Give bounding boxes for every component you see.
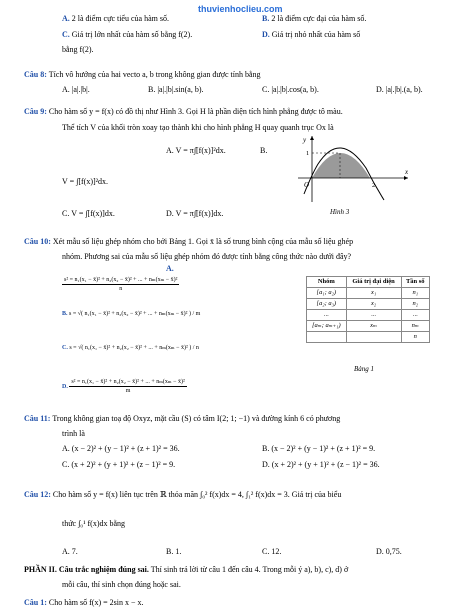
q10-c-label: C.: [62, 345, 68, 351]
q12-option-c: C. 12.: [262, 547, 282, 556]
table-cell: ...: [307, 310, 347, 321]
q10-option-d: [62, 378, 187, 395]
table-cell: [a₂; a₃): [307, 299, 347, 310]
table-cell: xₘ: [346, 321, 401, 332]
q10-fraction-d: [69, 378, 186, 395]
part2-label: PHẦN II. Câu trắc nghiệm đúng sai.: [24, 565, 149, 574]
table-row: [307, 321, 430, 332]
table-row: [307, 288, 430, 299]
q11-option-c: C. (x + 2)² + (y + 1)² + (z − 1)² = 9.: [62, 460, 176, 469]
q11-option-a: A. (x − 2)² + (y − 1)² + (z + 1)² = 36.: [62, 444, 180, 453]
part2-text: Thí sinh trả lời từ câu 1 đến câu 4. Trong mỗi ý a), b), c), d) ở: [150, 565, 349, 574]
q7-a-text: 2 là điểm cực tiểu của hàm số.: [71, 14, 169, 23]
part2-heading: [24, 565, 348, 575]
table-cell: [a₁; a₂): [307, 288, 347, 299]
q9-option-b: V = ∫[f(x)]²dx.: [62, 177, 109, 186]
table-cell: [aₘ; aₘ₊₁): [307, 321, 347, 332]
q9-fig-2: 2: [372, 182, 376, 189]
q10-den-d: m: [125, 388, 131, 394]
q12-label: Câu 12:: [24, 490, 51, 499]
q11-stem: [24, 414, 340, 424]
table-cell: x₁: [346, 288, 401, 299]
q10-fraction-a: [62, 276, 179, 293]
table-cell: ...: [346, 310, 401, 321]
q8-option-b: B. |a|.|b|.sin(a, b).: [148, 85, 204, 94]
q7-option-a: [62, 14, 169, 24]
q10-stem-2: nhóm. Phương sai của mẫu số liệu ghép nhóm đó được tính bằng công thức nào dưới đây?: [62, 252, 352, 261]
q7-option-d-cont: bằng f(2).: [62, 45, 94, 54]
q9-fig-x: x: [405, 168, 409, 176]
q8-label: Câu 8:: [24, 70, 47, 79]
q8-option-d: D. |a|.|b|.(a, b).: [376, 85, 423, 94]
q9-fig-y: y: [303, 136, 307, 144]
table-cell: ...: [401, 310, 429, 321]
q7-d-label: D.: [262, 30, 270, 39]
q9-option-d: D. V = π∫[f(x)]dx.: [166, 209, 224, 218]
q10-text: Xét mẫu số liệu ghép nhóm cho bởi Bảng 1. Gọi x̄ là số trung bình cộng của mẫu số liệu ghép: [52, 237, 354, 246]
q10-option-b: [62, 310, 200, 318]
q9-text: Cho hàm số y = f(x) có đồ thị như Hình 3. Gọi H là phần diện tích hình phẳng được tô màu.: [48, 107, 343, 116]
q9-label: Câu 9:: [24, 107, 47, 116]
q12-stem-2: thức ∫₀¹ f(x)dx bằng: [62, 519, 126, 528]
q9-graph-figure: [296, 134, 414, 206]
watermark: thuvienhoclieu.com: [198, 4, 283, 14]
q10-data-table: [306, 276, 430, 343]
table-header-cell: Nhóm: [307, 277, 347, 288]
part2-text-2: mỗi câu, thí sinh chọn đúng hoặc sai.: [62, 580, 181, 589]
table-cell: n: [401, 332, 429, 343]
q7-b-label: B.: [262, 14, 270, 23]
p2q1-text: Cho hàm số f(x) = 2sin x − x.: [48, 598, 144, 607]
q9-option-a: A. V = π∫[f(x)]²dx.: [166, 146, 226, 155]
table-header-cell: Tần số: [401, 277, 429, 288]
q9-shaded-region: [312, 153, 370, 178]
q9-option-c: C. V = ∫[f(x)]dx.: [62, 209, 115, 218]
q8-stem: [24, 70, 261, 80]
q9-figure-caption: Hình 3: [330, 208, 350, 216]
q7-option-b: [262, 14, 366, 24]
q10-label: Câu 10:: [24, 237, 51, 246]
table-cell: n₁: [401, 288, 429, 299]
q11-option-b: B. (x − 2)² + (y − 1)² + (z + 1)² = 9.: [262, 444, 376, 453]
q11-text: Trong không gian toạ độ Oxyz, mặt cầu (S) có tâm I(2; 1; −1) và đường kính 6 có phương: [52, 414, 341, 423]
q10-formula-a: s² = n₁(x₁ − x̄)² + n₂(x₂ − x̄)² + ... + nₘ(xₘ − x̄)²: [64, 277, 178, 283]
q10-formula-b: s = √( n₁(x₁ − x̄)² + n₂(x₂ − x̄)² + ... + nₘ(xₘ − x̄)² ) / m: [69, 311, 201, 317]
q7-option-c: [62, 30, 192, 40]
q7-d-text: Giá trị nhỏ nhất của hàm số: [271, 30, 361, 39]
q8-option-a: A. |a|.|b|.: [62, 85, 90, 94]
q10-table-caption: Bảng 1: [354, 365, 375, 373]
table-row: [307, 310, 430, 321]
q10-formula-c: s = √( n₁(x₁ − x̄)² + n₂(x₂ − x̄)² + ... + nₘ(xₘ − x̄)² ) / n: [69, 345, 199, 351]
q7-option-d: [262, 30, 360, 40]
table-cell: nₘ: [401, 321, 429, 332]
q8-option-c: C. |a|.|b|.cos(a, b).: [262, 85, 319, 94]
q9-fig-o: O: [304, 181, 310, 189]
q9-fig-1: 1: [306, 150, 310, 157]
q12-option-b: B. 1.: [166, 547, 182, 556]
p2q1-stem: [24, 598, 143, 608]
q9-y-arrow-icon: [310, 136, 314, 140]
table-row: [307, 299, 430, 310]
q10-option-a: [62, 276, 179, 293]
table-cell: x₂: [346, 299, 401, 310]
table-header-cell: Giá trị đại diện: [346, 277, 401, 288]
table-cell: n₂: [401, 299, 429, 310]
q11-label: Câu 11:: [24, 414, 51, 423]
table-cell: [307, 332, 347, 343]
q7-c-label: C.: [62, 30, 70, 39]
q12-option-a: A. 7.: [62, 547, 78, 556]
q10-den-a: n: [119, 286, 123, 292]
p2q1-label: Câu 1:: [24, 598, 47, 607]
table-cell: [346, 332, 401, 343]
q10-stem: [24, 237, 353, 247]
q11-stem-2: trình là: [62, 429, 85, 438]
q8-text: Tích vô hướng của hai vecto a, b trong không gian được tính bằng: [48, 70, 261, 79]
q10-option-c: [62, 344, 199, 352]
table-header-row: [307, 277, 430, 288]
q9-option-b-label: B.: [260, 146, 268, 155]
q10-a-label: A.: [166, 264, 174, 273]
q10-d-label: D.: [62, 383, 68, 390]
q10-formula-d: s² = n₁(x₁ − x̄)² + n₂(x₂ − x̄)² + ... + nₘ(xₘ − x̄)²: [71, 379, 185, 385]
q7-a-label: A.: [62, 14, 70, 23]
q11-option-d: D. (x + 2)² + (y + 1)² + (z − 1)² = 36.: [262, 460, 380, 469]
q9-stem-2: Thể tích V của khối tròn xoay tạo thành khi cho hình phẳng H quay quanh trục Ox là: [62, 123, 334, 132]
q12-stem: [24, 490, 341, 500]
q12-option-d: D. 0,75.: [376, 547, 402, 556]
q9-stem: [24, 107, 343, 117]
q7-b-text: 2 là điểm cực đại của hàm số.: [271, 14, 367, 23]
table-row: [307, 332, 430, 343]
q7-c-text: Giá trị lớn nhất của hàm số bằng f(2).: [71, 30, 193, 39]
q12-text: Cho hàm số y = f(x) liên tục trên ℝ thỏa mãn ∫₀² f(x)dx = 4, ∫₁² f(x)dx = 3. Giá trị của biểu: [52, 490, 342, 499]
q9-x-arrow-icon: [404, 176, 408, 180]
q10-b-label: B.: [62, 311, 68, 317]
